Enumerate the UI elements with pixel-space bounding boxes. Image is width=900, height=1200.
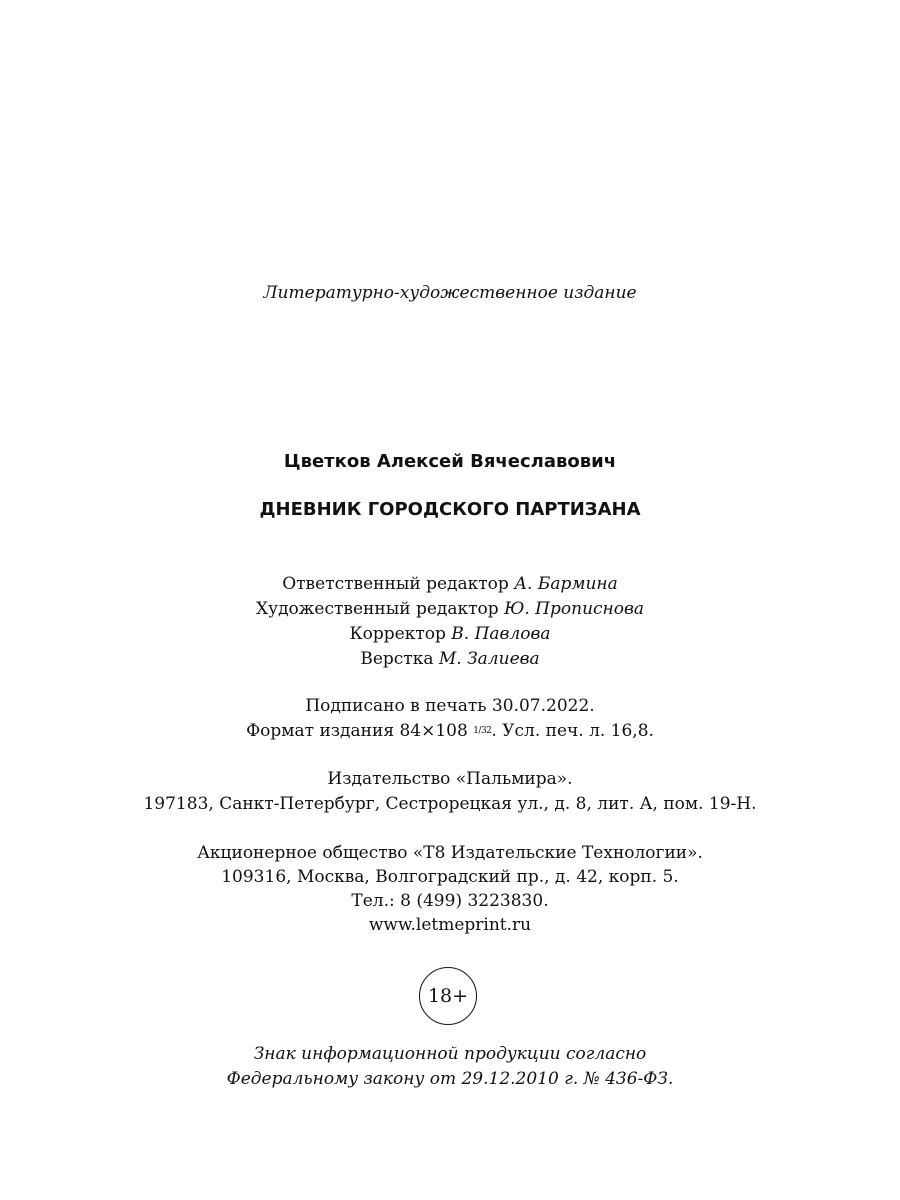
age-rating-badge: 18+ <box>419 967 477 1025</box>
format-suffix: . Усл. печ. л. 16,8. <box>491 721 654 741</box>
signed-to-print: Подписано в печать 30.07.2022. <box>305 696 595 716</box>
credit-name: М. Залиева <box>438 649 540 669</box>
book-title: ДНЕВНИК ГОРОДСКОГО ПАРТИЗАНА <box>259 499 641 520</box>
credit-name: Ю. Прописнова <box>504 599 644 619</box>
law-notice-line: Знак информационной продукции согласно <box>253 1044 647 1064</box>
credit-name: А. Бармина <box>514 574 618 594</box>
format-fraction: 1/32 <box>473 726 492 736</box>
law-notice-line: Федеральному закону от 29.12.2010 г. № 436-ФЗ. <box>226 1069 674 1089</box>
publisher-address: 197183, Санкт-Петербург, Сестрорецкая ул., д. 8, лит. А, пом. 19-Н. <box>143 794 757 814</box>
credit-line <box>0 647 900 671</box>
credit-name: В. Павлова <box>451 624 551 644</box>
format-prefix: Формат издания 84×108 <box>246 721 468 741</box>
credit-line <box>0 572 900 596</box>
printer-website: www.letmeprint.ru <box>368 915 532 935</box>
credit-role: Художественный редактор <box>255 599 499 619</box>
edition-type: Литературно-художественное издание <box>263 283 637 303</box>
printer-phone: Тел.: 8 (499) 3223830. <box>351 891 549 911</box>
credit-role: Ответственный редактор <box>282 574 509 594</box>
credit-role: Корректор <box>349 624 446 644</box>
credit-line <box>0 597 900 621</box>
printer-address: 109316, Москва, Волгоградский пр., д. 42, корп. 5. <box>221 867 679 887</box>
credit-line <box>0 622 900 646</box>
printer-name: Акционерное общество «Т8 Издательские Технологии». <box>197 843 703 863</box>
publisher-name: Издательство «Пальмира». <box>327 769 573 789</box>
print-format <box>0 719 900 743</box>
credit-role: Верстка <box>360 649 434 669</box>
author-name: Цветков Алексей Вячеславович <box>283 451 617 472</box>
